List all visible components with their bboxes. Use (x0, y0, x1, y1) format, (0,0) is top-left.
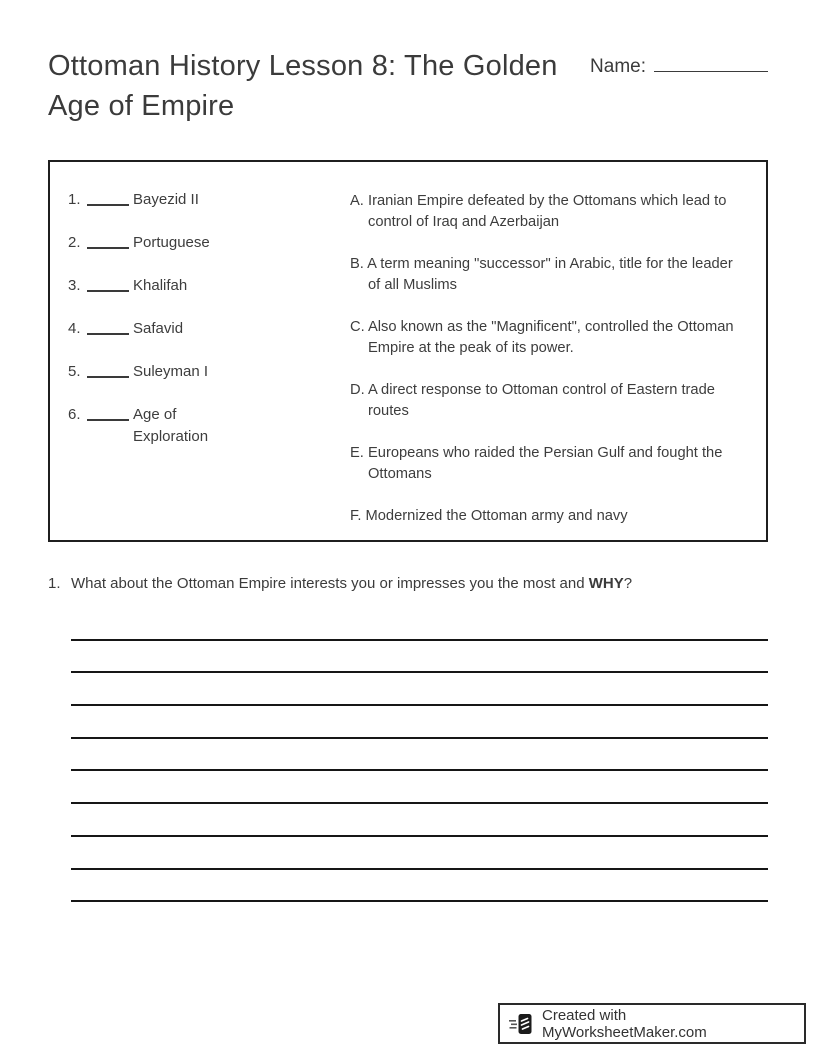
question-text-after: ? (623, 575, 633, 592)
definition-text: Also known as the "Magnificent", controlled the Ottoman Empire at the peak of its power. (367, 319, 734, 356)
answer-line (71, 608, 768, 641)
worksheet-page-icon (509, 1012, 535, 1036)
matching-definition (350, 506, 748, 527)
matching-definition (350, 317, 748, 359)
matching-term-row (68, 318, 350, 340)
answer-line (71, 870, 768, 903)
question (48, 574, 768, 594)
answer-line (71, 739, 768, 772)
definition-letter: D. (350, 382, 365, 398)
matching-box (48, 160, 768, 542)
page-title: Ottoman History Lesson 8: The Golden Age of Empire (48, 50, 558, 122)
answer-line (71, 837, 768, 870)
answer-line (71, 641, 768, 674)
definition-letter: A. (350, 193, 364, 209)
header (0, 0, 816, 126)
question-bold-word: WHY (588, 575, 624, 592)
matching-definition (350, 380, 748, 422)
definition-text: Iranian Empire defeated by the Ottomans which lead to control of Iraq and Azerbaijan (367, 193, 727, 230)
definition-letter: E. (350, 445, 364, 461)
matching-term-row (68, 361, 350, 383)
name-label: Name: (590, 56, 646, 77)
term-answer-blank (87, 232, 129, 249)
answer-line (71, 673, 768, 706)
term-number: 6. (68, 406, 81, 423)
term-number: 4. (68, 320, 81, 337)
term-number: 1. (68, 191, 81, 208)
name-block (590, 52, 768, 78)
term-number: 3. (68, 277, 81, 294)
definition-text: Modernized the Ottoman army and navy (365, 508, 628, 524)
matching-definitions-column (350, 189, 748, 524)
answer-lines (71, 608, 768, 902)
matching-term-row (68, 275, 350, 297)
term-label: Bayezid II (133, 191, 199, 208)
question-number: 1. (48, 575, 61, 592)
definition-letter: B. (350, 256, 364, 272)
matching-term-row (68, 232, 350, 254)
worksheet-maker-badge[interactable] (498, 1003, 806, 1044)
answer-line (71, 804, 768, 837)
term-answer-blank (87, 318, 129, 335)
term-label: Khalifah (133, 277, 188, 294)
question-text-before: What about the Ottoman Empire interests you or impresses you the most and (71, 575, 589, 592)
matching-terms-column (68, 189, 350, 520)
definition-letter: C. (350, 319, 365, 335)
term-answer-blank (87, 275, 129, 292)
question-section (48, 574, 768, 902)
question-text (71, 574, 632, 594)
matching-definition (350, 191, 748, 233)
matching-term-row (68, 189, 350, 211)
definition-letter: F. (350, 508, 362, 524)
term-answer-blank (87, 404, 129, 421)
term-label: Suleyman I (133, 363, 209, 380)
answer-line (71, 771, 768, 804)
name-blank-line (654, 52, 768, 72)
term-label: Safavid (133, 320, 184, 337)
matching-definition (350, 254, 748, 296)
answer-line (71, 706, 768, 739)
term-label: Portuguese (133, 234, 210, 251)
definition-text: A term meaning "successor" in Arabic, title for the leader of all Muslims (367, 256, 733, 293)
term-answer-blank (87, 189, 129, 206)
term-answer-blank (87, 361, 129, 378)
term-number: 5. (68, 363, 81, 380)
definition-text: Europeans who raided the Persian Gulf and fought the Ottomans (367, 445, 723, 482)
matching-term-row (68, 404, 350, 448)
term-label: Age of Exploration (133, 406, 209, 445)
badge-text: Created with MyWorksheetMaker.com (542, 1006, 707, 1041)
definition-text: A direct response to Ottoman control of Eastern trade routes (367, 382, 715, 419)
matching-definition (350, 443, 748, 485)
term-number: 2. (68, 234, 81, 251)
